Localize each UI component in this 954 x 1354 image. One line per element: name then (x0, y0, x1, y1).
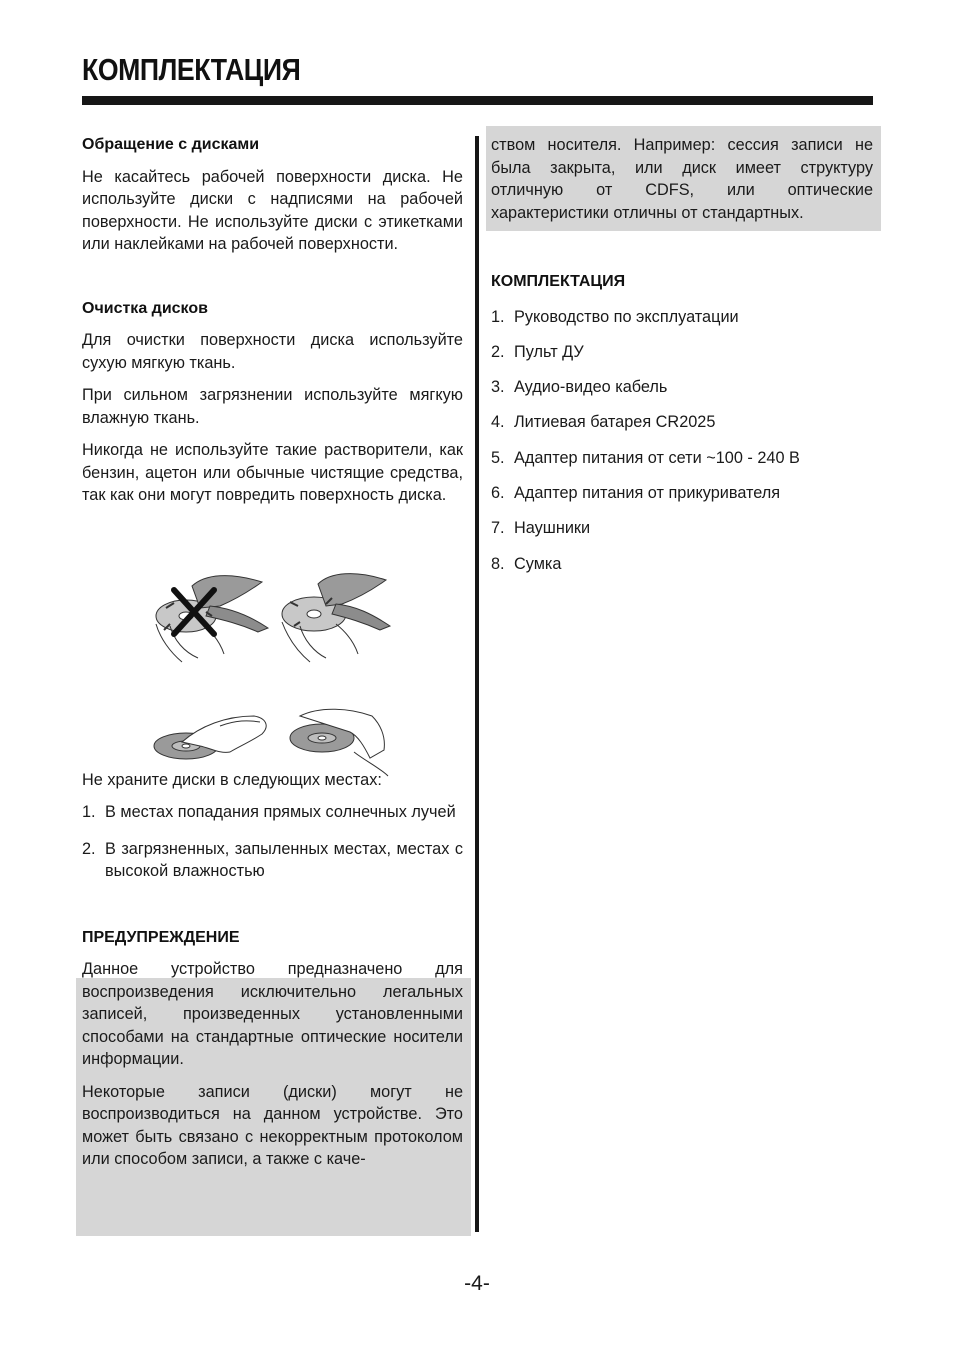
list-item: 3. Аудио-видео кабель (491, 378, 668, 397)
disc-cleaning-p1: Для очистки поверхности диска используйте сухую мягкую ткань. (82, 331, 463, 372)
disc-cleaning-heading: Очистка дисков (82, 299, 208, 317)
list-item: 8. Сумка (491, 554, 562, 573)
list-item: 4. Литиевая батарея CR2025 (491, 413, 716, 432)
list-item: 1. Руководство по эксплуатации (491, 307, 739, 326)
list-item: 1. В местах попадания прямых солнечных лучей (82, 803, 456, 821)
disc-handling-heading: Обращение с дисками (82, 136, 260, 153)
page-number: -4- (464, 1272, 490, 1295)
warning-heading: ПРЕДУПРЕЖДЕНИЕ (82, 928, 240, 946)
correct-cleaning-illustration (282, 574, 390, 662)
list-item: 2. В загрязненных, запыленных местах, местах с высокой влажностью (82, 839, 463, 880)
disc-cleaning-p2: При сильном загрязнении используйте мягкую влажную ткань. (82, 386, 463, 427)
title-rule (82, 96, 873, 105)
storage-intro: Не храните диски в следующих местах: (82, 770, 382, 789)
column-divider (475, 136, 479, 1232)
storage-list (82, 801, 463, 883)
package-heading: КОМПЛЕКТАЦИЯ (491, 273, 626, 290)
disc-handling-text: Не касайтесь рабочей поверхности диска. Не используйте диски с надписями на рабочей поверхности. Не используйте диски с этикетками или наклейками на рабочей поверхности. (82, 167, 463, 253)
package-list (491, 306, 873, 576)
page-title: КОМПЛЕКТАЦИЯ (82, 52, 301, 87)
warning-p1: Данное устройство предназначено для воспроизведения исключительно легальных записей, произведенных установленными способами на стандартные оптические носители информации. (82, 960, 463, 1068)
list-item: 7. Наушники (491, 519, 591, 538)
disc-handling-illustration (150, 566, 400, 782)
hold-by-edges-illustration (290, 709, 388, 776)
list-item: 5. Адаптер питания от сети ~100 - 240 В (491, 448, 800, 467)
warning-continued: ством носителя. Например: сессия записи не была закрыта, или диск имеет структуру отличную от CDFS, или оптические характеристики отличны от стандартных. (491, 136, 873, 222)
touch-surface-illustration (154, 716, 266, 759)
right-column (491, 134, 873, 588)
warning-p2: Некоторые записи (диски) могут не воспроизводиться на данном устройстве. Это может быть связано с некорректным протоколом или способом записи, а также с каче- (82, 1082, 463, 1168)
disc-cleaning-p3: Никогда не используйте такие растворители, как бензин, ацетон или обычные чистящие средства, так как они могут повредить поверхность диска. (82, 441, 463, 504)
list-item: 6. Адаптер питания от прикуривателя (491, 483, 781, 502)
list-item: 2. Пульт ДУ (491, 342, 584, 361)
